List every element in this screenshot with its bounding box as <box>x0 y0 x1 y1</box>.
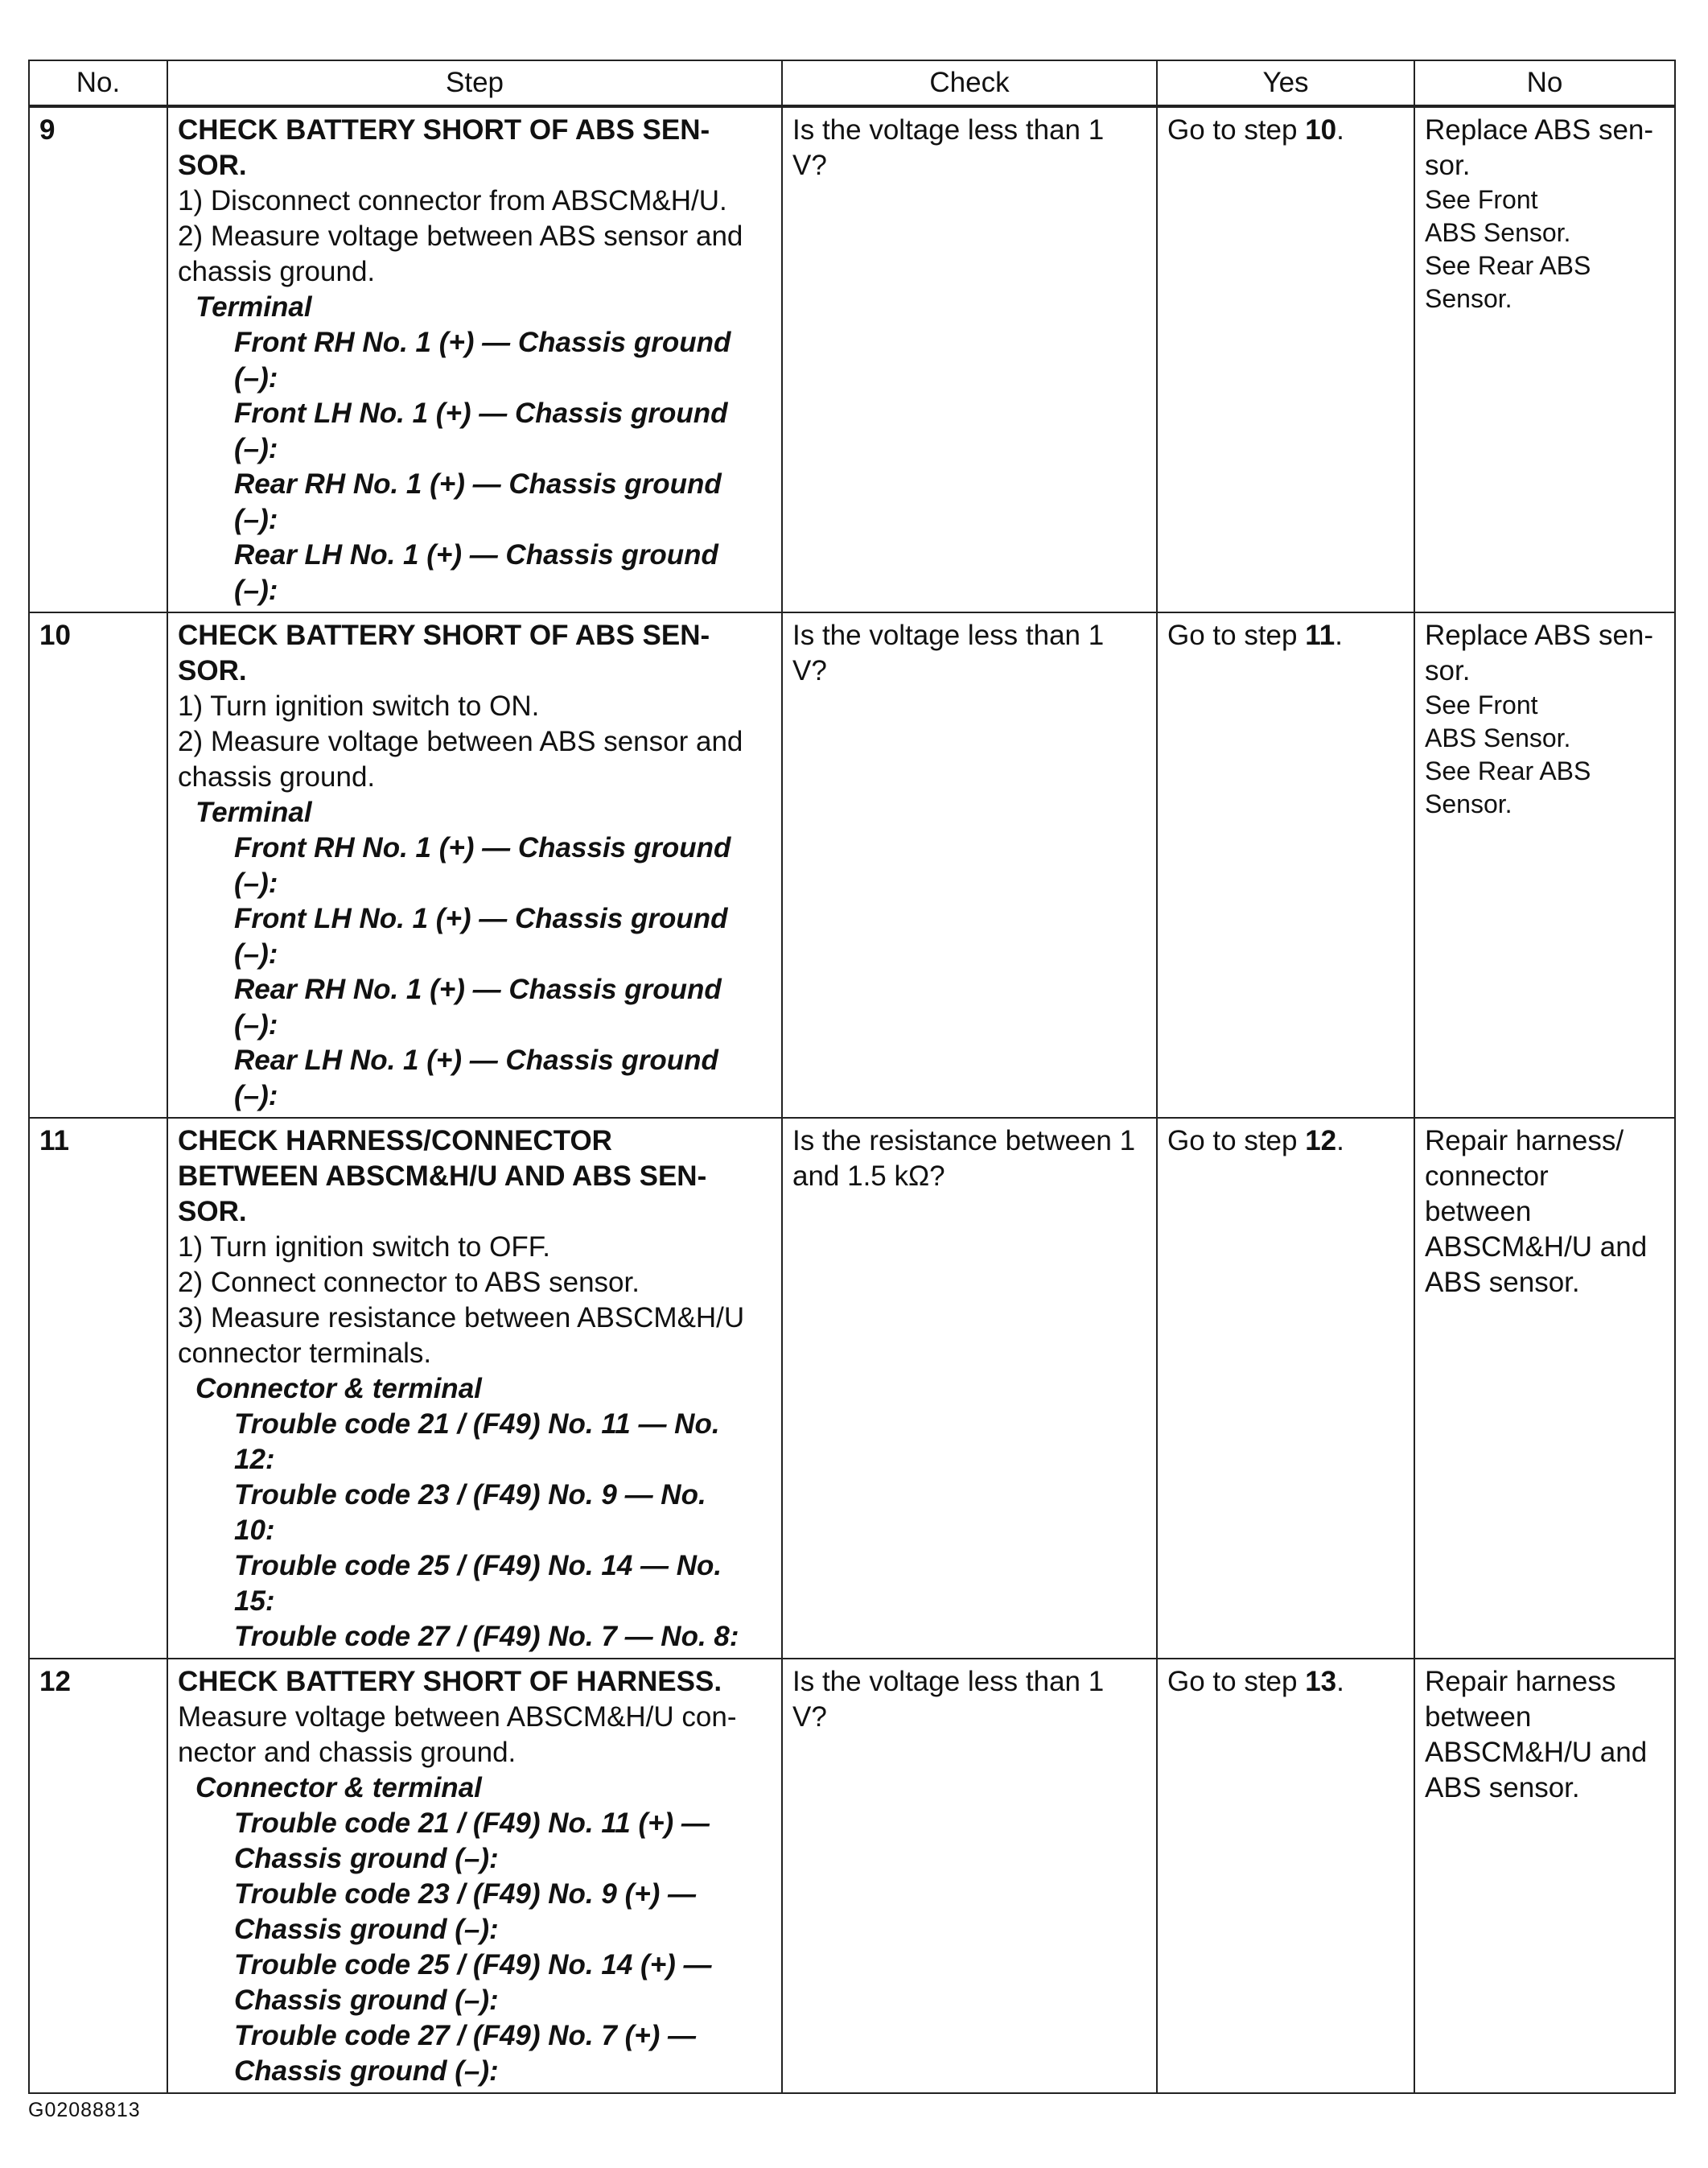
step-cell <box>167 612 782 1118</box>
terminal-spec: Rear LH No. 1 (+) — Chassis ground <box>234 539 718 571</box>
step-instruction: 2) Connect connector to ABS sensor. <box>178 1267 640 1298</box>
step-number: 11 <box>29 1118 167 1659</box>
reference-note: See Front <box>1425 690 1538 719</box>
step-number: 9 <box>29 106 167 612</box>
step-instruction: 2) Measure voltage between ABS sensor and <box>178 726 743 757</box>
terminal-spec: Trouble code 27 / (F49) No. 7 — No. 8: <box>234 1621 739 1652</box>
no-action: between <box>1425 1701 1532 1733</box>
figure-code: G02088813 <box>28 2099 141 2121</box>
table-row <box>29 1118 1675 1659</box>
no-action: Replace ABS sen- <box>1425 114 1654 146</box>
terminal-heading: Connector & terminal <box>195 1772 482 1803</box>
column-header-yes: Yes <box>1157 60 1414 106</box>
terminal-spec: (–): <box>234 504 278 535</box>
yes-action-text: Go to step <box>1167 1125 1306 1156</box>
terminal-spec: (–): <box>234 1009 278 1041</box>
terminal-spec: Trouble code 23 / (F49) No. 9 (+) — <box>234 1878 697 1910</box>
terminal-spec: 10: <box>234 1515 275 1546</box>
step-title: SOR. <box>178 655 247 686</box>
yes-step-number: 10 <box>1305 114 1337 146</box>
column-header-no-result: No <box>1414 60 1675 106</box>
step-title: CHECK BATTERY SHORT OF ABS SEN- <box>178 620 710 651</box>
terminal-spec: (–): <box>234 1080 278 1111</box>
check-question: Is the voltage less than 1 <box>792 1666 1105 1697</box>
step-instruction: 1) Turn ignition switch to OFF. <box>178 1231 550 1263</box>
yes-cell <box>1157 612 1414 1118</box>
terminal-heading: Terminal <box>195 291 312 323</box>
terminal-spec: Rear RH No. 1 (+) — Chassis ground <box>234 468 722 500</box>
check-question: and 1.5 kΩ? <box>792 1160 945 1192</box>
reference-note: ABS Sensor. <box>1425 723 1571 752</box>
step-instruction: connector terminals. <box>178 1337 432 1369</box>
reference-note: See Rear ABS <box>1425 251 1591 280</box>
terminal-spec: (–): <box>234 938 278 970</box>
no-action: connector <box>1425 1160 1549 1192</box>
yes-action-text: Go to step <box>1167 620 1306 651</box>
no-action: Repair harness/ <box>1425 1125 1624 1156</box>
no-action: ABS sensor. <box>1425 1267 1580 1298</box>
yes-step-number: 13 <box>1305 1666 1337 1697</box>
terminal-spec: (–): <box>234 868 278 899</box>
no-cell <box>1414 106 1675 612</box>
diagnostic-table <box>28 60 1676 2094</box>
check-question: Is the resistance between 1 <box>792 1125 1136 1156</box>
no-cell <box>1414 612 1675 1118</box>
terminal-spec: Chassis ground (–): <box>234 2055 499 2087</box>
step-number: 10 <box>29 612 167 1118</box>
step-instruction: Measure voltage between ABSCM&H/U con- <box>178 1701 737 1733</box>
no-action: Repair harness <box>1425 1666 1616 1697</box>
terminal-spec: Front LH No. 1 (+) — Chassis ground <box>234 398 728 429</box>
terminal-spec: Trouble code 27 / (F49) No. 7 (+) — <box>234 2020 697 2051</box>
yes-action-end: . <box>1336 114 1344 146</box>
reference-note: See Rear ABS <box>1425 756 1591 785</box>
step-instruction: chassis ground. <box>178 256 376 287</box>
no-action: sor. <box>1425 655 1471 686</box>
terminal-spec: Front LH No. 1 (+) — Chassis ground <box>234 903 728 934</box>
step-instruction: 2) Measure voltage between ABS sensor and <box>178 221 743 252</box>
check-question: Is the voltage less than 1 <box>792 620 1105 651</box>
terminal-spec: Rear RH No. 1 (+) — Chassis ground <box>234 974 722 1005</box>
table-row <box>29 1659 1675 2093</box>
no-action: between <box>1425 1196 1532 1227</box>
no-action: Replace ABS sen- <box>1425 620 1654 651</box>
table-row <box>29 612 1675 1118</box>
terminal-spec: Rear LH No. 1 (+) — Chassis ground <box>234 1045 718 1076</box>
no-cell <box>1414 1118 1675 1659</box>
step-title: SOR. <box>178 150 247 181</box>
step-instruction: 1) Disconnect connector from ABSCM&H/U. <box>178 185 727 216</box>
step-number: 12 <box>29 1659 167 2093</box>
yes-action-text: Go to step <box>1167 114 1306 146</box>
yes-action-end: . <box>1336 1666 1344 1697</box>
reference-note: ABS Sensor. <box>1425 218 1571 247</box>
check-question: V? <box>792 1701 827 1733</box>
no-action: ABSCM&H/U and <box>1425 1737 1648 1768</box>
step-cell <box>167 106 782 612</box>
check-cell <box>782 1118 1157 1659</box>
yes-action-end: . <box>1336 1125 1344 1156</box>
terminal-spec: (–): <box>234 362 278 394</box>
step-instruction: nector and chassis ground. <box>178 1737 517 1768</box>
no-action: sor. <box>1425 150 1471 181</box>
terminal-spec: (–): <box>234 575 278 606</box>
terminal-spec: (–): <box>234 433 278 464</box>
check-question: Is the voltage less than 1 <box>792 114 1105 146</box>
table-header-row <box>29 60 1675 106</box>
yes-cell <box>1157 1118 1414 1659</box>
terminal-spec: Chassis ground (–): <box>234 1914 499 1945</box>
no-action: ABS sensor. <box>1425 1772 1580 1803</box>
step-title: CHECK HARNESS/CONNECTOR <box>178 1125 612 1156</box>
reference-note: Sensor. <box>1425 789 1513 818</box>
step-instruction: chassis ground. <box>178 761 376 793</box>
step-instruction: 1) Turn ignition switch to ON. <box>178 690 540 722</box>
step-cell <box>167 1118 782 1659</box>
terminal-spec: Trouble code 25 / (F49) No. 14 — No. <box>234 1550 722 1581</box>
check-question: V? <box>792 150 827 181</box>
no-action: ABSCM&H/U and <box>1425 1231 1648 1263</box>
terminal-spec: Trouble code 21 / (F49) No. 11 (+) — <box>234 1807 710 1839</box>
reference-note: Sensor. <box>1425 284 1513 313</box>
terminal-heading: Connector & terminal <box>195 1373 482 1404</box>
check-cell <box>782 1659 1157 2093</box>
column-header-check: Check <box>782 60 1157 106</box>
table-row <box>29 106 1675 612</box>
check-cell <box>782 106 1157 612</box>
terminal-spec: Trouble code 25 / (F49) No. 14 (+) — <box>234 1949 712 1980</box>
terminal-spec: Trouble code 23 / (F49) No. 9 — No. <box>234 1479 706 1511</box>
terminal-heading: Terminal <box>195 797 312 828</box>
step-instruction: 3) Measure resistance between ABSCM&H/U <box>178 1302 745 1333</box>
column-header-step: Step <box>167 60 782 106</box>
terminal-spec: 12: <box>234 1444 275 1475</box>
step-cell <box>167 1659 782 2093</box>
terminal-spec: 15: <box>234 1585 275 1617</box>
terminal-spec: Front RH No. 1 (+) — Chassis ground <box>234 327 731 358</box>
step-title: CHECK BATTERY SHORT OF ABS SEN- <box>178 114 710 146</box>
terminal-spec: Front RH No. 1 (+) — Chassis ground <box>234 832 731 863</box>
yes-cell <box>1157 1659 1414 2093</box>
check-cell <box>782 612 1157 1118</box>
terminal-spec: Chassis ground (–): <box>234 1843 499 1874</box>
step-title: BETWEEN ABSCM&H/U AND ABS SEN- <box>178 1160 707 1192</box>
column-header-no: No. <box>29 60 167 106</box>
terminal-spec: Chassis ground (–): <box>234 1985 499 2016</box>
terminal-spec: Trouble code 21 / (F49) No. 11 — No. <box>234 1408 720 1440</box>
yes-step-number: 12 <box>1305 1125 1337 1156</box>
step-title: CHECK BATTERY SHORT OF HARNESS. <box>178 1666 722 1697</box>
step-title: SOR. <box>178 1196 247 1227</box>
yes-cell <box>1157 106 1414 612</box>
check-question: V? <box>792 655 827 686</box>
yes-action-text: Go to step <box>1167 1666 1306 1697</box>
no-cell <box>1414 1659 1675 2093</box>
yes-action-end: . <box>1335 620 1343 651</box>
reference-note: See Front <box>1425 185 1538 214</box>
yes-step-number: 11 <box>1305 620 1336 651</box>
